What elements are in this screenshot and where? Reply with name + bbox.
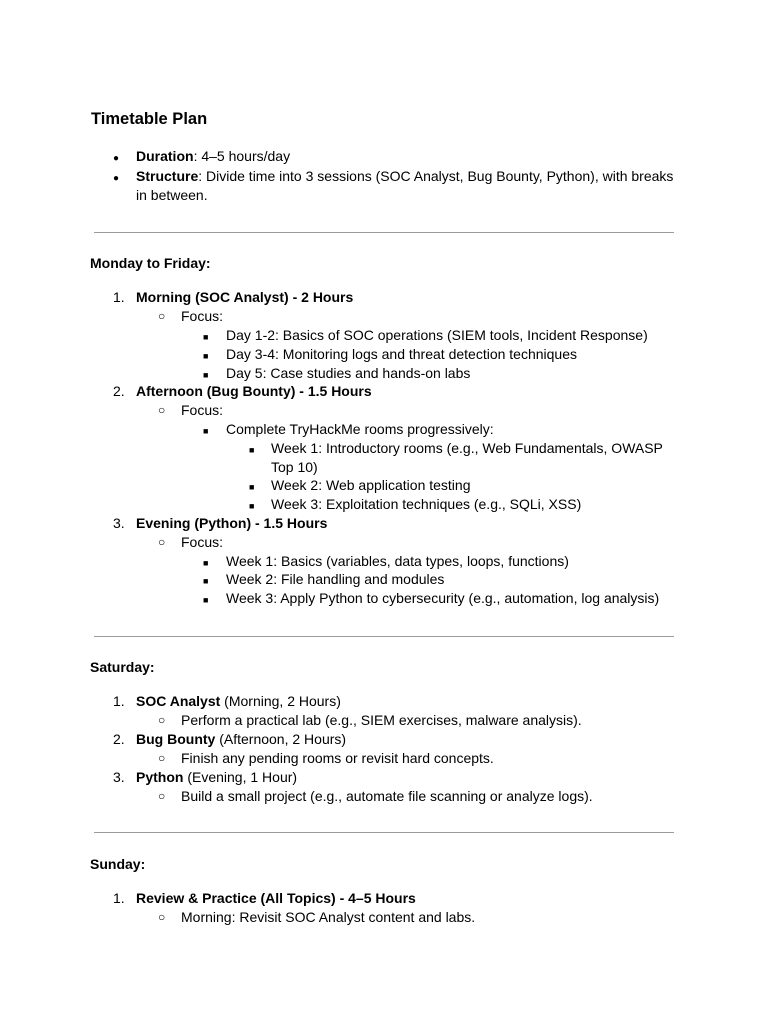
list-item: Morning: Revisit SOC Analyst content and labs.	[181, 909, 476, 925]
bullet-square	[249, 476, 254, 497]
list-item: Build a small project (e.g., automate file scanning or analyze logs).	[181, 788, 593, 804]
list-item: Week 1: Introductory rooms (e.g., Web Fundamentals, OWASP	[271, 440, 663, 456]
section-heading-sunday: Sunday:	[90, 856, 146, 872]
list-item: Day 3-4: Monitoring logs and threat detection techniques	[226, 346, 577, 362]
bullet-disc	[113, 147, 119, 169]
list-item-continued: Top 10)	[271, 459, 318, 475]
bullet-square	[203, 326, 208, 347]
list-item: Finish any pending rooms or revisit hard concepts.	[181, 750, 494, 766]
list-item: Week 2: Web application testing	[271, 477, 471, 493]
bullet-square	[203, 345, 208, 366]
bullet-square	[203, 570, 208, 591]
focus-label: Focus:	[181, 402, 224, 418]
list-number: 2.	[113, 731, 125, 747]
bullet-circle	[158, 400, 165, 420]
structure-line	[136, 167, 673, 186]
duration-label: Duration	[136, 148, 194, 164]
structure-text: : Divide time into 3 sessions (SOC Analyst, Bug Bounty, Python), with breaks	[198, 168, 674, 184]
item-title: SOC Analyst	[136, 693, 221, 709]
divider	[94, 232, 674, 233]
morning-session-title: Morning (SOC Analyst) - 2 Hours	[136, 289, 354, 305]
list-number: 1.	[113, 289, 125, 305]
list-item: Day 1-2: Basics of SOC operations (SIEM tools, Incident Response)	[226, 327, 648, 343]
bullet-square	[203, 420, 208, 441]
item-detail: (Evening, 1 Hour)	[183, 769, 298, 785]
bullet-square	[203, 589, 208, 610]
list-item: Week 1: Basics (variables, data types, loops, functions)	[226, 553, 569, 569]
bullet-circle	[158, 907, 165, 927]
item-detail: (Afternoon, 2 Hours)	[215, 731, 347, 747]
bullet-circle	[158, 748, 165, 768]
section-heading-weekdays: Monday to Friday:	[90, 255, 211, 271]
bullet-square	[249, 495, 254, 516]
section-heading-saturday: Saturday:	[90, 659, 155, 675]
duration-line	[136, 147, 290, 166]
bullet-circle	[158, 710, 165, 730]
item-title: Python	[136, 769, 184, 785]
list-number: 1.	[113, 890, 125, 906]
bullet-circle	[158, 306, 165, 326]
bullet-circle	[158, 786, 165, 806]
list-item: Week 3: Apply Python to cybersecurity (e.g., automation, log analysis)	[226, 590, 660, 606]
list-number: 1.	[113, 693, 125, 709]
list-number: 3.	[113, 769, 125, 785]
item-detail: (Morning, 2 Hours)	[220, 693, 341, 709]
sunday-session-title: Review & Practice (All Topics) - 4–5 Hours	[136, 890, 416, 906]
bullet-disc	[113, 167, 119, 189]
list-item: Week 3: Exploitation techniques (e.g., SQLi, XSS)	[271, 496, 582, 512]
focus-label: Focus:	[181, 308, 224, 324]
afternoon-session-title: Afternoon (Bug Bounty) - 1.5 Hours	[136, 383, 372, 399]
structure-text-continued: in between.	[136, 187, 208, 203]
list-item: Week 2: File handling and modules	[226, 571, 445, 587]
saturday-item-soc	[136, 692, 341, 711]
bullet-circle	[158, 532, 165, 552]
divider	[94, 636, 674, 637]
list-number: 2.	[113, 383, 125, 399]
page-title: Timetable Plan	[91, 110, 208, 128]
duration-text: : 4–5 hours/day	[193, 148, 291, 164]
list-item: Complete TryHackMe rooms progressively:	[226, 421, 494, 437]
saturday-item-bug-bounty	[136, 730, 346, 749]
divider	[94, 832, 674, 833]
item-title: Bug Bounty	[136, 731, 216, 747]
list-number: 3.	[113, 515, 125, 531]
saturday-item-python	[136, 768, 297, 787]
focus-label: Focus:	[181, 534, 224, 550]
evening-session-title: Evening (Python) - 1.5 Hours	[136, 515, 328, 531]
bullet-square	[249, 439, 254, 460]
list-item: Perform a practical lab (e.g., SIEM exercises, malware analysis).	[181, 712, 582, 728]
structure-label: Structure	[136, 168, 199, 184]
list-item: Day 5: Case studies and hands-on labs	[226, 365, 471, 381]
